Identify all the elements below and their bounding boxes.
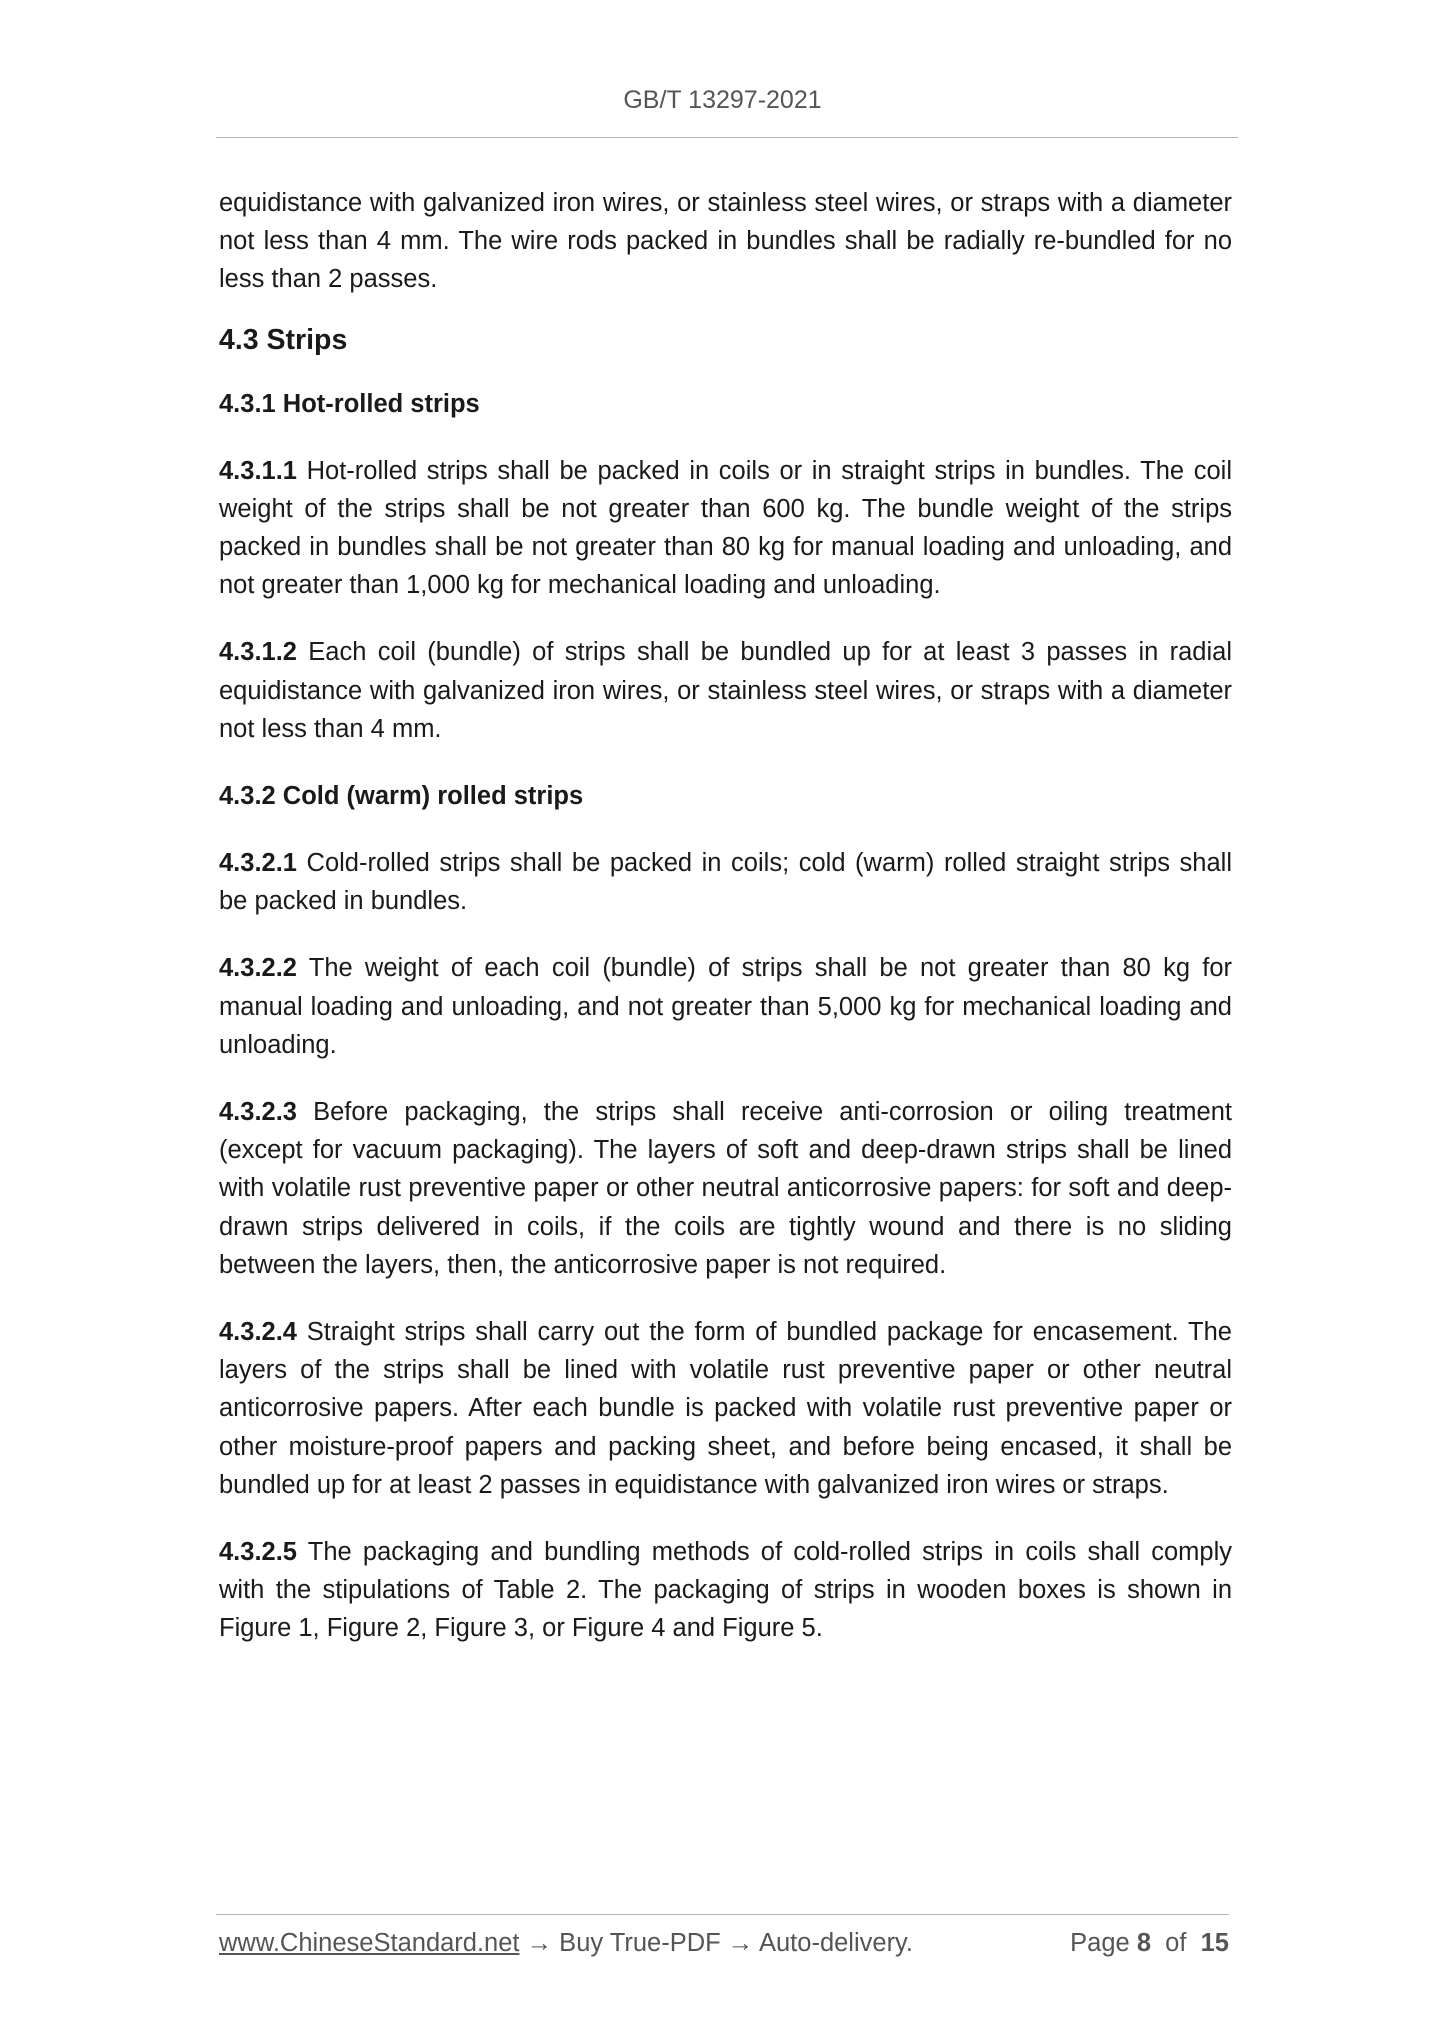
clause-4-3-2-1 [219, 844, 1232, 920]
header-divider [216, 137, 1238, 138]
footer-divider [216, 1914, 1229, 1915]
clause-text: Cold-rolled strips shall be packed in coils; cold (warm) rolled straight strips shall be packed in bundles. [219, 849, 1232, 916]
clause-number: 4.3.2.5 [219, 1538, 297, 1567]
page-header: GB/T 13297-2021 [623, 86, 822, 114]
page-of: of [1165, 1929, 1187, 1957]
continued-paragraph: equidistance with galvanized iron wires, or stainless steel wires, or straps with a diameter not less than 4 mm. The wire rods packed in bundles shall be radially re-bundled for no less than 2 passes. [219, 189, 1232, 294]
section-heading-4-3-2: 4.3.2 Cold (warm) rolled strips [219, 782, 584, 811]
page-total: 15 [1200, 1929, 1229, 1957]
page-label: Page [1070, 1929, 1130, 1957]
page-footer [219, 1929, 1229, 1958]
clause-4-3-2-3 [219, 1093, 1232, 1284]
clause-4-3-2-5 [219, 1533, 1232, 1648]
clause-4-3-2-2 [219, 949, 1232, 1064]
section-heading-4-3: 4.3 Strips [219, 323, 348, 356]
clause-text: Before packaging, the strips shall receive anti-corrosion or oiling treatment (except for vacuum packaging). The layers of soft and deep-drawn strips shall be lined with volatile rust preventive paper or other neutral anticorrosive papers: for soft and deep-drawn strips delivered in coils, if the coils are tightly wound and there is no sliding between the layers, then, the anticorrosive paper is not required. [219, 1098, 1232, 1279]
website-link[interactable]: www.ChineseStandard.net [219, 1929, 520, 1957]
footer-tagline: → Buy True-PDF → Auto-delivery. [519, 1929, 913, 1957]
clause-4-3-1-1 [219, 452, 1232, 605]
document-body [219, 184, 1232, 1677]
clause-4-3-1-2 [219, 633, 1232, 748]
clause-text: Each coil (bundle) of strips shall be bundled up for at least 3 passes in radial equidistance with galvanized iron wires, or stainless steel wires, or straps with a diameter not less than 4 mm. [219, 638, 1232, 743]
clause-number: 4.3.1.1 [219, 456, 297, 485]
clause-text: Straight strips shall carry out the form of bundled package for encasement. The layers of the strips shall be lined with volatile rust preventive paper or other neutral anticorrosive papers. After each bundle is packed with volatile rust preventive paper or other moisture-proof papers and packing sheet, and before being encased, it shall be bundled up for at least 2 passes in equidistance with galvanized iron wires or straps. [219, 1318, 1232, 1499]
clause-text: The weight of each coil (bundle) of strips shall be not greater than 80 kg for manual loading and unloading, and not greater than 5,000 kg for mechanical loading and unloading. [219, 954, 1232, 1059]
clause-number: 4.3.2.2 [219, 954, 297, 983]
clause-text: The packaging and bundling methods of cold-rolled strips in coils shall comply with the stipulations of Table 2. The packaging of strips in wooden boxes is shown in Figure 1, Figure 2, Figure 3, or Figure 4 and Figure 5. [219, 1538, 1232, 1643]
clause-4-3-2-4 [219, 1313, 1232, 1504]
clause-number: 4.3.2.4 [219, 1318, 297, 1347]
clause-number: 4.3.2.3 [219, 1098, 297, 1127]
page-indicator [1070, 1929, 1229, 1958]
clause-text: Hot-rolled strips shall be packed in coils or in straight strips in bundles. The coil weight of the strips shall be not greater than 600 kg. The bundle weight of the strips packed in bundles shall be not greater than 80 kg for manual loading and unloading, and not greater than 1,000 kg for mechanical loading and unloading. [219, 456, 1232, 600]
page-current: 8 [1136, 1929, 1151, 1957]
clause-number: 4.3.2.1 [219, 849, 297, 878]
footer-left [219, 1929, 913, 1958]
clause-number: 4.3.1.2 [219, 638, 297, 667]
section-heading-4-3-1: 4.3.1 Hot-rolled strips [219, 389, 480, 418]
